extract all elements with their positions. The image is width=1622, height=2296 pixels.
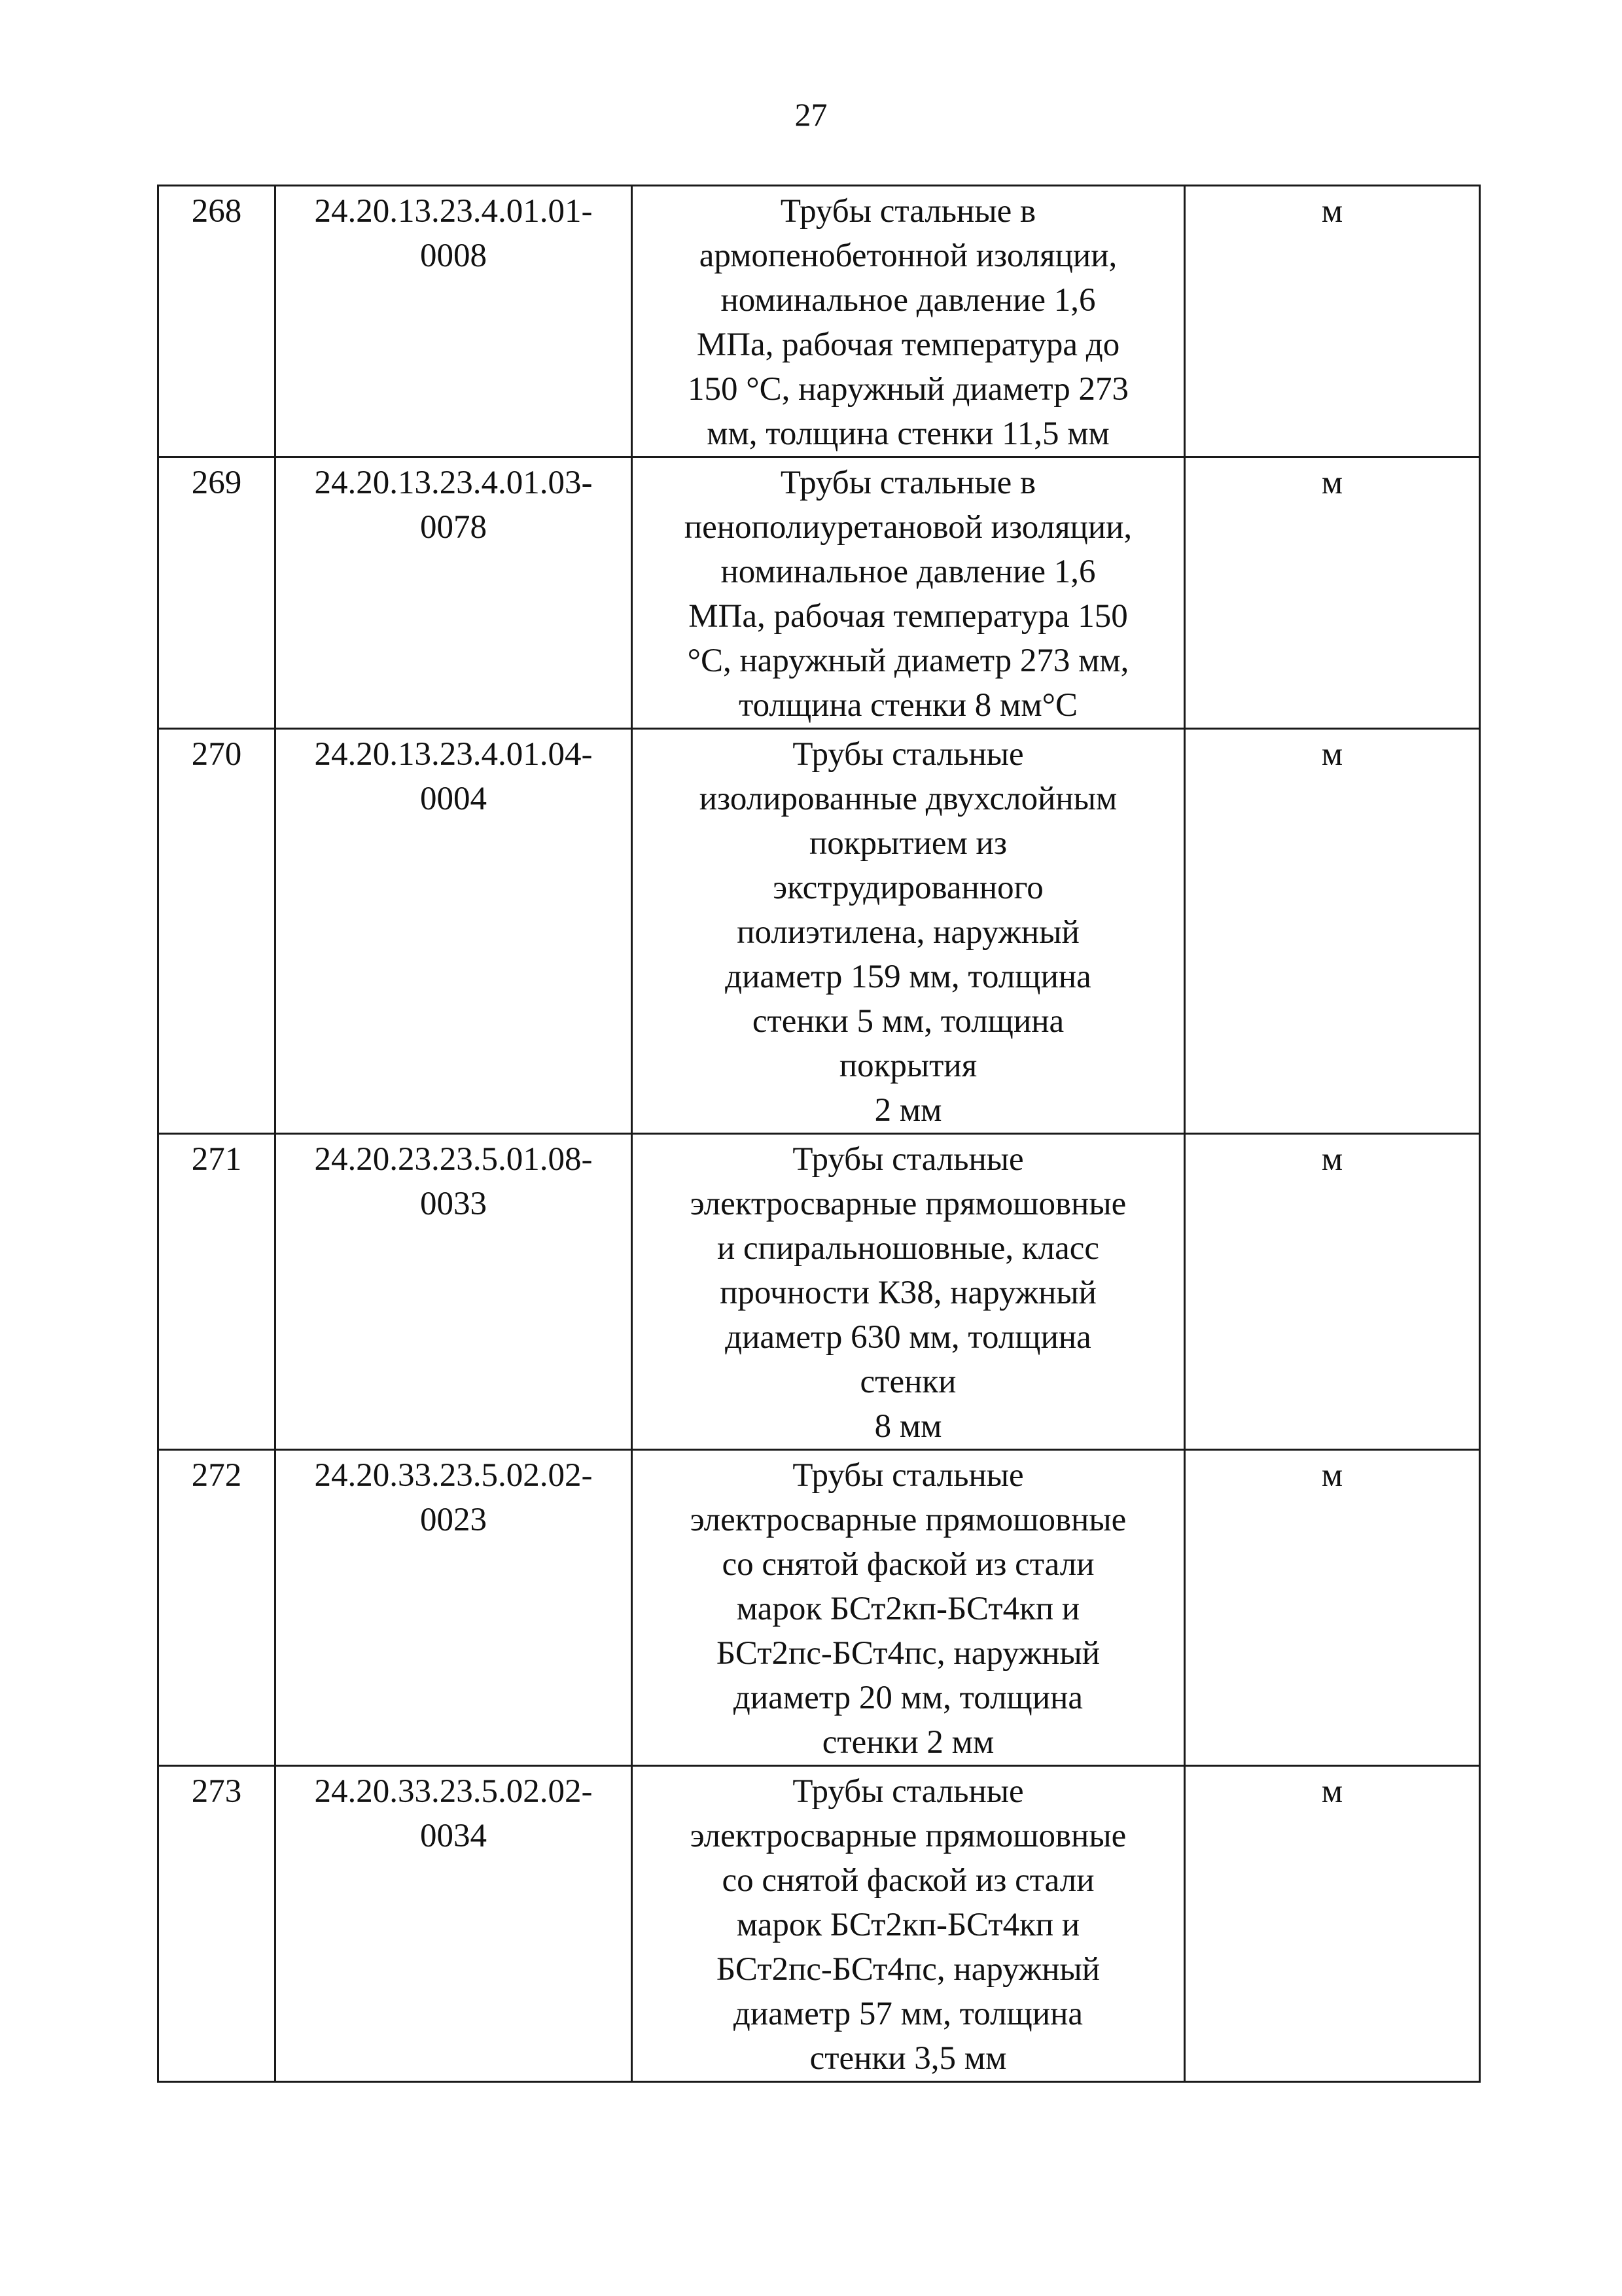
resource-code-part: 24.20.33.23.5.02.02- [314, 1773, 593, 1810]
materials-table [157, 185, 1481, 2083]
resource-name-line: Трубы стальные [792, 736, 1024, 773]
resource-name-line: БСт2пс-БСт4пс, наружный [716, 1635, 1101, 1672]
resource-name-line: стенки 3,5 мм [809, 2040, 1007, 2077]
resource-name-line: 8 мм [874, 1408, 942, 1445]
resource-name-line: Трубы стальные [792, 1141, 1024, 1178]
row-number: 273 [158, 1766, 275, 2082]
resource-name [632, 1450, 1185, 1766]
resource-name [632, 1766, 1185, 2082]
resource-code-part: 0004 [420, 781, 487, 817]
resource-code-part: 24.20.13.23.4.01.01- [314, 193, 593, 230]
resource-name [632, 186, 1185, 457]
resource-name-line: покрытием из [809, 825, 1007, 862]
resource-name-line: экструдированного [773, 870, 1044, 906]
resource-code [275, 1450, 632, 1766]
table-row [158, 1134, 1480, 1450]
resource-name-line: Трубы стальные в [780, 193, 1036, 230]
resource-name-line: диаметр 57 мм, толщина [733, 1996, 1084, 2032]
resource-name-line: марок БСт2кп-БСт4кп и [736, 1907, 1080, 1943]
resource-code-part: 0033 [420, 1186, 487, 1222]
resource-name-line: армопенобетонной изоляции, [699, 238, 1118, 274]
resource-name-line: 2 мм [874, 1092, 942, 1129]
resource-name-line: Трубы стальные [792, 1457, 1024, 1494]
page-number: 27 [794, 96, 828, 133]
resource-name-line: со снятой фаской из стали [722, 1862, 1095, 1899]
table-body [158, 186, 1480, 2082]
resource-name-line: стенки 2 мм [822, 1724, 995, 1761]
table-row [158, 1766, 1480, 2082]
row-number: 268 [158, 186, 275, 457]
unit-of-measure: м [1185, 1450, 1480, 1766]
resource-code-part: 0078 [420, 509, 487, 546]
unit-of-measure: м [1185, 1766, 1480, 2082]
resource-name-line: стенки 5 мм, толщина [752, 1003, 1065, 1040]
resource-code-part: 0023 [420, 1502, 487, 1538]
row-number: 270 [158, 729, 275, 1134]
resource-name-line: со снятой фаской из стали [722, 1546, 1095, 1583]
resource-name-line: изолированные двухслойным [699, 781, 1118, 817]
table-row [158, 729, 1480, 1134]
resource-name-line: диаметр 159 мм, толщина [725, 959, 1091, 995]
resource-code [275, 1766, 632, 2082]
unit-of-measure: м [1185, 457, 1480, 729]
resource-name-line: полиэтилена, наружный [737, 914, 1080, 951]
resource-name-line: °С, наружный диаметр 273 мм, [687, 643, 1129, 679]
resource-name-line: 150 °С, наружный диаметр 273 [687, 371, 1129, 408]
resource-name-line: МПа, рабочая температура 150 [688, 598, 1128, 635]
resource-code-part: 24.20.23.23.5.01.08- [314, 1141, 593, 1178]
unit-of-measure: м [1185, 186, 1480, 457]
table-row [158, 457, 1480, 729]
resource-name-line: диаметр 630 мм, толщина [725, 1319, 1091, 1356]
resource-name [632, 729, 1185, 1134]
resource-name-line: Трубы стальные [792, 1773, 1024, 1810]
table-row [158, 1450, 1480, 1766]
resource-name-line: электросварные прямошовные [690, 1186, 1127, 1222]
resource-code-part: 24.20.13.23.4.01.04- [314, 736, 593, 773]
resource-name-line: и спиральношовные, класс [716, 1230, 1100, 1267]
resource-name-line: Трубы стальные в [780, 465, 1036, 501]
resource-code [275, 457, 632, 729]
resource-code-part: 24.20.33.23.5.02.02- [314, 1457, 593, 1494]
row-number: 271 [158, 1134, 275, 1450]
resource-name-line: пенополиуретановой изоляции, [684, 509, 1133, 546]
resource-name [632, 1134, 1185, 1450]
resource-name-line: БСт2пс-БСт4пс, наружный [716, 1951, 1101, 1988]
resource-code [275, 1134, 632, 1450]
resource-code [275, 186, 632, 457]
resource-name-line: мм, толщина стенки 11,5 мм [707, 415, 1110, 452]
resource-name-line: прочности К38, наружный [720, 1275, 1097, 1311]
row-number: 272 [158, 1450, 275, 1766]
resource-name-line: диаметр 20 мм, толщина [733, 1680, 1084, 1716]
resource-name-line: МПа, рабочая температура до [696, 327, 1120, 363]
resource-code [275, 729, 632, 1134]
unit-of-measure: м [1185, 729, 1480, 1134]
unit-of-measure: м [1185, 1134, 1480, 1450]
table-row [158, 186, 1480, 457]
resource-code-part: 0034 [420, 1818, 487, 1854]
resource-name-line: номинальное давление 1,6 [720, 554, 1096, 590]
resource-name-line: стенки [860, 1364, 957, 1400]
row-number: 269 [158, 457, 275, 729]
resource-name-line: марок БСт2кп-БСт4кп и [736, 1591, 1080, 1627]
resource-name-line: электросварные прямошовные [690, 1502, 1127, 1538]
resource-name-line: электросварные прямошовные [690, 1818, 1127, 1854]
resource-code-part: 24.20.13.23.4.01.03- [314, 465, 593, 501]
resource-name-line: номинальное давление 1,6 [720, 282, 1096, 319]
resource-name [632, 457, 1185, 729]
resource-name-line: покрытия [839, 1048, 978, 1084]
resource-code-part: 0008 [420, 238, 487, 274]
resource-name-line: толщина стенки 8 мм°С [738, 687, 1078, 724]
